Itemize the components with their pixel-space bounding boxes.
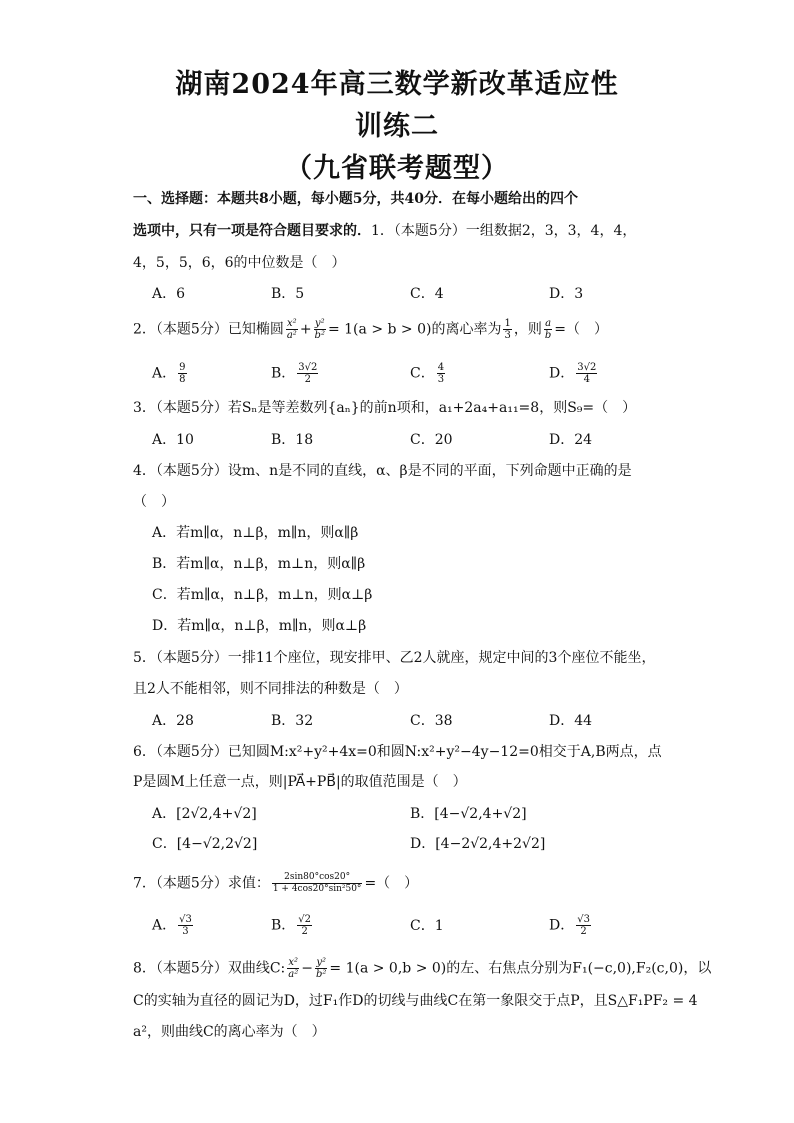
- q7-option-d-frac: [576, 914, 591, 937]
- q2-option-a-den: 8: [179, 374, 186, 385]
- q7-option-b-label: B．: [271, 917, 296, 934]
- q5-option-c: C．38: [410, 713, 453, 729]
- q6-option-b: B．[4−√2,4+√2]: [410, 806, 527, 822]
- q8-frac-y: [315, 957, 327, 980]
- q2-stem-a: 2．（本题5分）已知椭圆: [133, 321, 284, 338]
- q2-option-a-frac: [178, 362, 186, 385]
- q2-stem-c: ，则: [513, 321, 542, 338]
- q2-frac-ab: [544, 318, 552, 341]
- q7-stem-b: =（ ）: [364, 875, 419, 892]
- q6-stem-line2: P是圆M上任意一点，则|PA⃗+PB⃗|的取值范围是（ ）: [133, 774, 467, 790]
- q2-option-d-num: 3√2: [577, 362, 597, 373]
- q2-option-a-label: A．: [152, 365, 177, 382]
- q5-stem-line1: 5．（本题5分）一排11个座位，现安排甲、乙2人就座，规定中间的3个座位不能坐，: [133, 650, 656, 666]
- page-title-line1: 湖南2024年高三数学新改革适应性: [175, 69, 619, 100]
- q8-frac-y-num: y²: [316, 957, 327, 968]
- page-title-line2: 训练二: [355, 111, 439, 142]
- page-title-line3: （九省联考题型）: [285, 153, 509, 184]
- q8-frac-y-den: b²: [315, 969, 327, 980]
- q8-frac-x-num: x²: [288, 957, 299, 968]
- q2-frac-e: [503, 318, 511, 341]
- q2-option-c-num: 4: [437, 362, 445, 373]
- q2-option-b-den: 2: [304, 374, 312, 385]
- section-heading-line1: 一、选择题：本题共8小题，每小题5分，共40分．在每小题给出的四个: [133, 191, 578, 207]
- q8-stem-line3: a²，则曲线C的离心率为（ ）: [133, 1024, 326, 1040]
- q6-stem-line1: 6．（本题5分）已知圆M:x²+y²+4x=0和圆N:x²+y²−4y−12=0相交于A,B两点，点: [133, 744, 662, 760]
- q2-frac-ab-num: a: [545, 318, 552, 329]
- section-heading-line2: [133, 221, 636, 241]
- q1-option-a: A．6: [152, 286, 186, 302]
- q8-frac-x-den: a²: [288, 969, 299, 980]
- q7-frac: [272, 872, 363, 895]
- q2-option-b-num: 3√2: [298, 362, 318, 373]
- q2-frac-x-den: a²: [286, 330, 297, 341]
- q2-frac-y-num: y²: [314, 318, 325, 329]
- q5-option-b: B．32: [271, 713, 314, 729]
- q1-option-d: D．3: [549, 286, 584, 302]
- q8-stem-a1: 8．（本题5分）双曲线C:: [133, 960, 286, 977]
- q7-frac-num: 2sin80°cos20°: [272, 872, 363, 884]
- q4-stem: 4．（本题5分）设m、n是不同的直线，α、β是不同的平面，下列命题中正确的是: [133, 463, 632, 479]
- q4-option-d: D．若m∥α，n⊥β，m∥n，则α⊥β: [152, 618, 367, 634]
- q5-stem-line2: 且2人不能相邻，则不同排法的种数是（ ）: [133, 681, 408, 697]
- q7-option-a-frac: [178, 914, 193, 937]
- q2-stem-d: =（ ）: [554, 321, 608, 338]
- q3-option-c: C．20: [410, 432, 453, 448]
- q5-option-d: D．44: [549, 713, 593, 729]
- q8-stem-line1: 8．（本题5分）双曲线C: $\frac{\text{x²}}{\text{a²}}$ − $\frac{\text{y²}}{\text{b²}}$ = 1(a > 0,b > 0)的左、右焦点分别为F₁(−c,0),F₂(c,0)，以: [133, 957, 712, 980]
- q2-option-c-frac: [437, 362, 445, 385]
- q7-stem: [133, 872, 418, 895]
- q7-option-a: [152, 914, 195, 937]
- q2-option-c: [410, 362, 447, 385]
- q2-frac-e-den: 3: [504, 330, 511, 341]
- q3-option-d: D．24: [549, 432, 593, 448]
- q2-option-a-num: 9: [179, 362, 186, 373]
- q8-stem-a2: = 1(a > 0,b > 0)的左、右焦点分别为F₁(−c,0),F₂(c,0)，以: [329, 960, 712, 977]
- q2-option-b-frac: [297, 362, 318, 385]
- q6-option-c: C．[4−√2,2√2]: [152, 836, 258, 852]
- q7-stem-a: 7．（本题5分）求值：: [133, 875, 270, 892]
- q2-option-d: [549, 362, 599, 385]
- q2-option-d-den: 4: [583, 374, 590, 385]
- q6-option-d: D．[4−2√2,4+2√2]: [410, 836, 546, 852]
- q7-option-b-den: 2: [301, 926, 308, 937]
- q7-option-d-num: √3: [577, 914, 590, 925]
- q7-option-c: C．1: [410, 918, 444, 934]
- q2-option-a: [152, 362, 189, 385]
- q2-frac-ab-den: b: [544, 330, 552, 341]
- q8-frac-x: [287, 957, 299, 980]
- q7-option-b-num: √2: [298, 914, 312, 925]
- q7-option-a-num: √3: [179, 914, 192, 925]
- q5-option-a: A．28: [152, 713, 194, 729]
- q2-frac-x-num: x²: [286, 318, 297, 329]
- q2-option-c-den: 3: [437, 374, 445, 385]
- q1-stem-start: 1．（本题5分）一组数据2，3，3，4，4，: [371, 223, 637, 239]
- q2-stem: 2．（本题5分）已知椭圆 $\frac{\text{x²}}{\text{a²}}$ + $\frac{\text{y²}}{\text{b²}}$ = 1(a > b > 0)的离心率为 $\frac{1}{3}$ ，则 $\frac{a}{b}$ =（ ）: [133, 318, 608, 341]
- q1-option-b: B．5: [271, 286, 305, 302]
- q3-option-a: A．10: [152, 432, 194, 448]
- q7-option-a-label: A．: [152, 917, 177, 934]
- q7-option-b-frac: [297, 914, 312, 937]
- q1-stem-end: 4，5，5，6，6的中位数是（ ）: [133, 255, 346, 271]
- q3-stem: 3．（本题5分）若Sₙ是等差数列{aₙ}的前n项和，a₁+2a₄+a₁₁=8，则S₉=（ ）: [133, 400, 637, 416]
- q7-option-d: [549, 914, 593, 937]
- q4-paren: （ ）: [133, 494, 175, 510]
- q7-option-d-den: 2: [580, 926, 587, 937]
- q2-stem-b: = 1(a > b > 0)的离心率为: [327, 321, 502, 338]
- q8-stem-line2: C的实轴为直径的圆记为D，过F₁作D的切线与曲线C在第一象限交于点P，且S△F₁PF₂ = 4: [133, 993, 698, 1009]
- q2-option-b: [271, 362, 320, 385]
- q2-frac-y-den: b²: [314, 330, 325, 341]
- q7-option-b: [271, 914, 314, 937]
- q2-frac-e-num: 1: [504, 318, 511, 329]
- q7-frac-den: 1 + 4cos20°sin²50°: [272, 884, 362, 894]
- q6-option-a: A．[2√2,4+√2]: [152, 806, 257, 822]
- q1-option-c: C．4: [410, 286, 444, 302]
- q2-frac-y: [314, 318, 326, 341]
- section-heading-tail: 选项中，只有一项是符合题目要求的．: [133, 223, 371, 239]
- q7-option-a-den: 3: [182, 926, 189, 937]
- q2-option-d-label: D．: [549, 365, 575, 382]
- q3-option-b: B．18: [271, 432, 314, 448]
- q2-option-c-label: C．: [410, 365, 435, 382]
- q4-option-a: A．若m∥α，n⊥β，m∥n，则α∥β: [152, 525, 359, 541]
- q4-option-c: C．若m∥α，n⊥β，m⊥n，则α⊥β: [152, 587, 373, 603]
- q2-frac-x: [286, 318, 298, 341]
- q4-option-b: B．若m∥α，n⊥β，m⊥n，则α∥β: [152, 556, 366, 572]
- q7-option-d-label: D．: [549, 917, 575, 934]
- q2-option-b-label: B．: [271, 365, 296, 382]
- q2-option-d-frac: [576, 362, 597, 385]
